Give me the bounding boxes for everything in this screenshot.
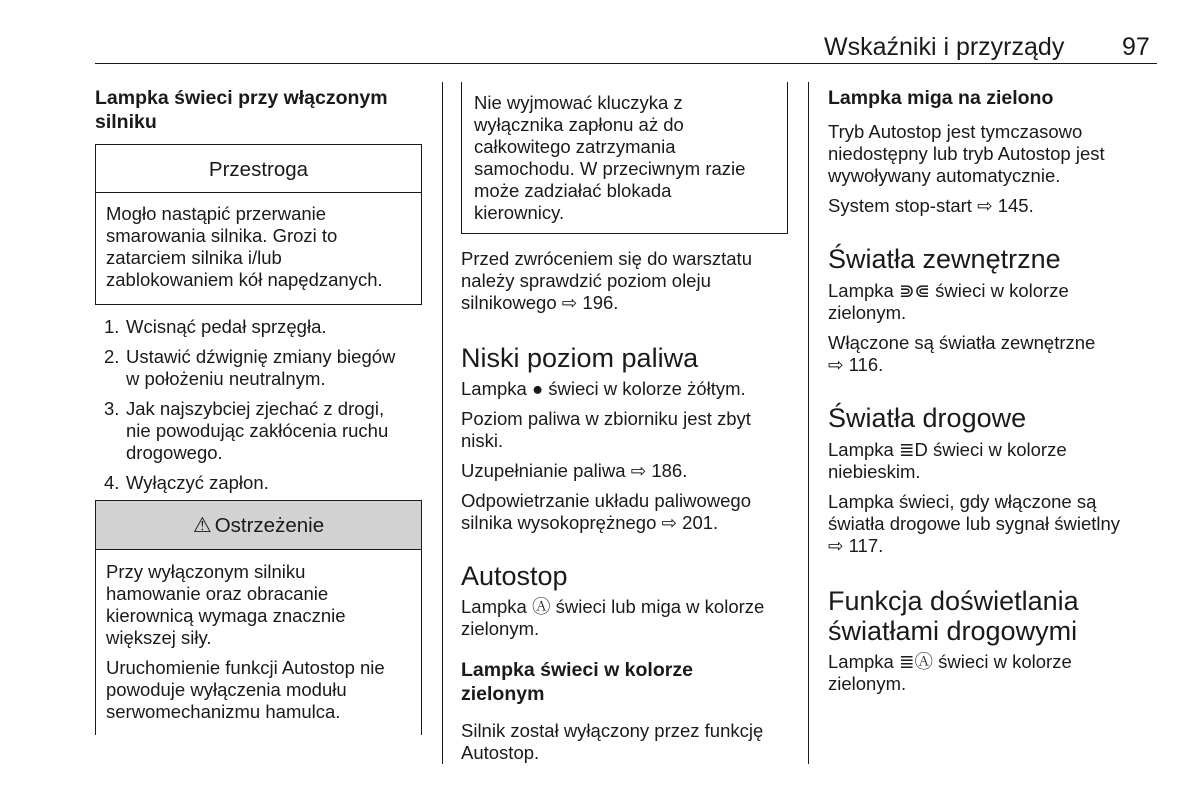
exterior-lights-text: Lampka ⋑⋐ świeci w kolorze zielonym. Włączone są światła zewnętrzne ⇨ 116. [828,280,1096,375]
list-item: 1. Wcisnąć pedał sprzęgła. [104,316,327,337]
section-heading-high-beam: Światła drogowe [828,403,1027,433]
column-divider-1 [442,82,443,764]
page-header-title: Wskaźniki i przyrządy [824,33,1065,61]
warning-text: Przy wyłączonym silniku hamowanie oraz obracanie kierownicą wymaga znacznie większej siły. Uruchomienie funkcji Autostop nie powoduje wyłączenia modułu serwomechanizmu hamulca. [106,561,385,722]
warning-triangle-icon: ⚠ [192,514,212,537]
green-light-text: Silnik został wyłączony przez funkcję Autostop. [461,720,764,763]
high-beam-assist-text: Lampka ≣Ⓐ świeci w kolorze zielonym. [828,651,1072,694]
autostop-text: Lampka Ⓐ świeci lub miga w kolorze zielonym. [461,596,765,639]
blink-green-text: Tryb Autostop jest tymczasowo niedostępny lub tryb Autostop jest wywoływany automatycznie. System stop-start ⇨ 145. [828,121,1105,216]
list-item: 3. Jak najszybciej zjechać z drogi, nie powodując zakłócenia ruchu drogowego. [104,398,389,463]
caution-title: Przestroga [96,145,421,193]
section-heading-high-beam-assist: Funkcja doświetlania światłami drogowymi [828,586,1079,646]
warning-title: Ostrzeżenie [214,514,325,537]
section-heading-engine-on: Lampka świeci przy włączonym silniku [95,87,388,133]
section-heading-low-fuel: Niski poziom paliwa [461,343,699,373]
warning-box [95,500,422,735]
list-item: 4. Wyłączyć zapłon. [104,472,269,493]
steps-list [104,316,434,494]
note-box-continued: Nie wyjmować kluczyka z wyłącznika zapłonu aż do całkowitego zatrzymania samochodu. W przeciwnym razie może zadziałać blokada kierownicy. [461,82,788,234]
column-divider-2 [808,82,809,764]
low-fuel-text: Lampka ● świeci w kolorze żółtym. Poziom paliwa w zbiorniku jest zbyt niski. Uzupełnianie paliwa ⇨ 186. Odpowietrzanie układu paliwowego silnika wysokoprężnego ⇨ 201. [461,378,752,533]
warning-header [96,501,421,550]
page-number: 97 [1122,33,1150,61]
subheading-green-light: Lampka świeci w kolorze zielonym [461,659,693,705]
section-heading-autostop: Autostop [461,561,568,591]
caution-box [95,144,422,305]
list-item: 2. Ustawić dźwignię zmiany biegów w położeniu neutralnym. [104,346,396,389]
caution-text: Mogło nastąpić przerwanie smarowania silnika. Grozi to zatarciem silnika i/lub zablokowaniem kół napędzanych. [106,203,383,290]
subheading-blink-green: Lampka miga na zielono [828,87,1054,109]
workshop-paragraph: Przed zwróceniem się do warsztatu należy sprawdzić poziom oleju silnikowego ⇨ 196. [461,248,752,313]
section-heading-exterior-lights: Światła zewnętrzne [828,244,1061,274]
high-beam-text: Lampka ≣D świeci w kolorze niebieskim. Lampka świeci, gdy włączone są światła drogowe lub sygnał świetlny ⇨ 117. [828,439,1121,556]
header-rule [95,63,1157,64]
